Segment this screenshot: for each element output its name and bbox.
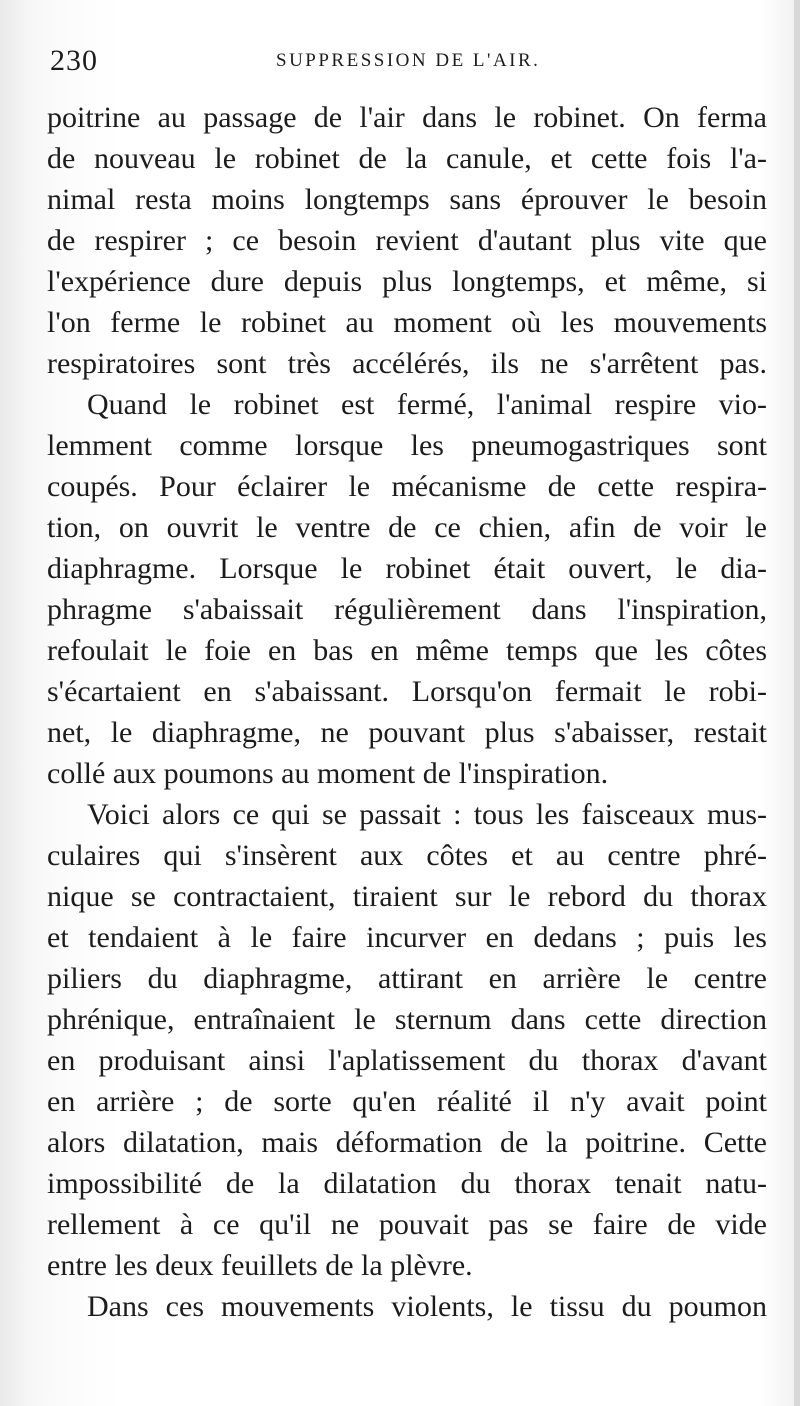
body-text xyxy=(47,97,767,1327)
text-line: tion, on ouvrit le ventre de ce chien, afin de voir le xyxy=(47,511,767,544)
page-header xyxy=(50,38,770,84)
text-line: en produisant ainsi l'aplatissement du thorax d'avant xyxy=(47,1044,767,1077)
text-line: nique se contractaient, tiraient sur le rebord du thorax xyxy=(47,880,767,913)
text-line: Voici alors ce qui se passait : tous les faisceaux mus- xyxy=(87,798,767,831)
text-line: nimal resta moins longtemps sans éprouver le besoin xyxy=(47,183,767,216)
text-line: poitrine au passage de l'air dans le robinet. On ferma xyxy=(47,101,767,134)
text-line: coupés. Pour éclairer le mécanisme de cette respira- xyxy=(47,470,767,503)
text-line: l'on ferme le robinet au moment où les mouvements xyxy=(47,306,767,339)
text-line: et tendaient à le faire incurver en dedans ; puis les xyxy=(47,921,767,954)
text-line: impossibilité de la dilatation du thorax tenait natu- xyxy=(47,1167,767,1200)
text-line: net, le diaphragme, ne pouvant plus s'abaisser, restait xyxy=(47,716,767,749)
paragraph xyxy=(47,97,767,384)
text-line: rellement à ce qu'il ne pouvait pas se faire de vide xyxy=(47,1208,767,1241)
text-line: alors dilatation, mais déformation de la poitrine. Cette xyxy=(47,1126,767,1159)
text-line: de respirer ; ce besoin revient d'autant plus vite que xyxy=(47,224,767,257)
text-line: s'écartaient en s'abaissant. Lorsqu'on fermait le robi- xyxy=(47,675,767,708)
text-line: collé aux poumons au moment de l'inspiration. xyxy=(47,757,609,790)
text-line: entre les deux feuillets de la plèvre. xyxy=(47,1249,473,1282)
text-line: phragme s'abaissait régulièrement dans l'inspiration, xyxy=(47,593,767,626)
paragraph xyxy=(47,1286,767,1327)
text-line: de nouveau le robinet de la canule, et cette fois l'a- xyxy=(47,142,767,175)
text-line: respiratoires sont très accélérés, ils ne s'arrêtent pas. xyxy=(47,347,767,380)
text-line: Quand le robinet est fermé, l'animal respire vio- xyxy=(87,388,767,421)
text-line: diaphragme. Lorsque le robinet était ouvert, le dia- xyxy=(47,552,767,585)
paragraph xyxy=(47,794,767,1286)
text-line: lemment comme lorsque les pneumogastriques sont xyxy=(47,429,767,462)
text-line: en arrière ; de sorte qu'en réalité il n'y avait point xyxy=(47,1085,767,1118)
text-line: piliers du diaphragme, attirant en arrière le centre xyxy=(47,962,767,995)
text-line: Dans ces mouvements violents, le tissu du poumon xyxy=(87,1290,767,1323)
text-line: phrénique, entraînaient le sternum dans cette direction xyxy=(47,1003,767,1036)
text-line: refoulait le foie en bas en même temps que les côtes xyxy=(47,634,767,667)
text-line: l'expérience dure depuis plus longtemps, et même, si xyxy=(47,265,767,298)
running-title: SUPPRESSION DE L'AIR. xyxy=(276,50,541,71)
page-number: 230 xyxy=(50,44,98,77)
paragraph xyxy=(47,384,767,794)
text-line: culaires qui s'insèrent aux côtes et au centre phré- xyxy=(47,839,767,872)
